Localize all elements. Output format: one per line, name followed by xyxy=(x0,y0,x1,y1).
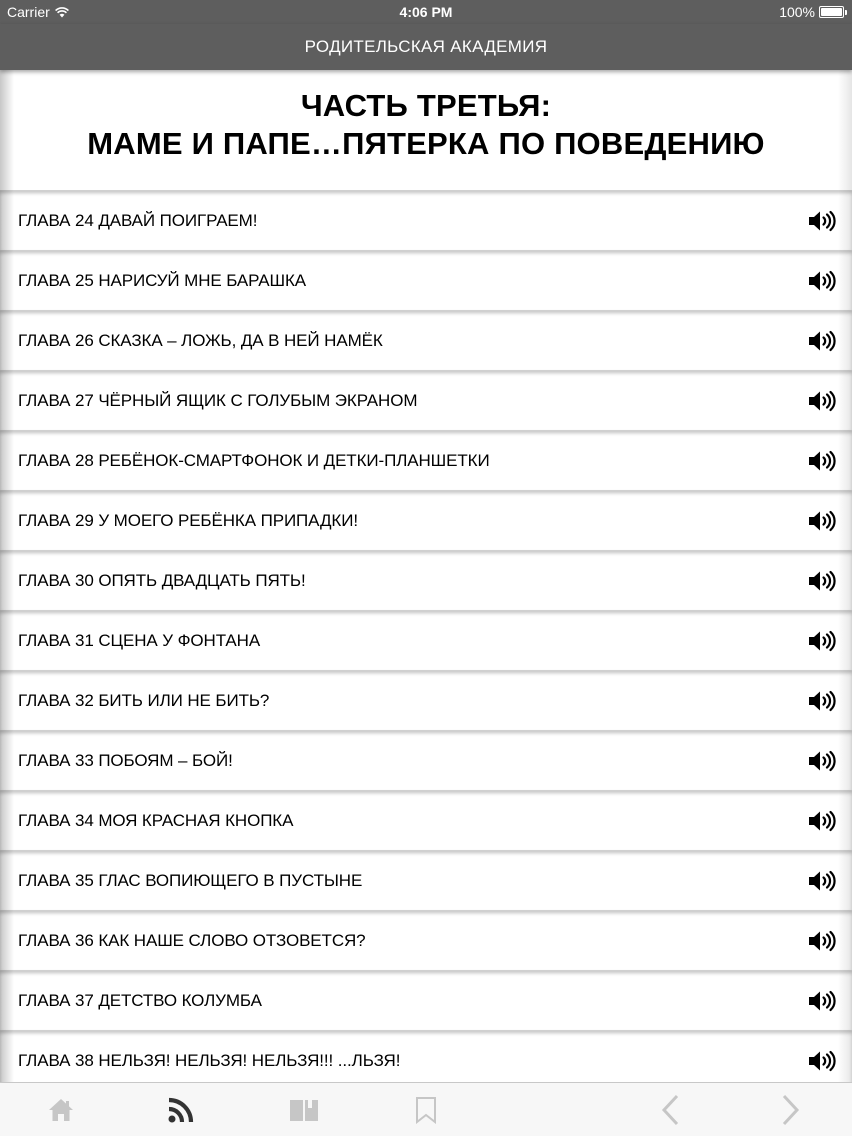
chapter-row[interactable] xyxy=(0,790,852,850)
chapter-list-view[interactable] xyxy=(0,70,852,1082)
speaker-icon[interactable] xyxy=(808,510,836,532)
tab-previous[interactable] xyxy=(655,1095,685,1125)
chapter-row[interactable] xyxy=(0,190,852,250)
chapter-label: ГЛАВА 28 РЕБЁНОК-СМАРТФОНОК И ДЕТКИ-ПЛАНШЕТКИ xyxy=(18,450,490,470)
chapter-label: ГЛАВА 29 У МОЕГО РЕБЁНКА ПРИПАДКИ! xyxy=(18,510,358,530)
chapter-label: ГЛАВА 30 ОПЯТЬ ДВАДЦАТЬ ПЯТЬ! xyxy=(18,570,306,590)
tab-next[interactable] xyxy=(776,1095,806,1125)
status-time: 4:06 PM xyxy=(399,4,453,20)
chapter-row[interactable] xyxy=(0,970,852,1030)
chapter-label: ГЛАВА 26 СКАЗКА – ЛОЖЬ, ДА В НЕЙ НАМЁК xyxy=(18,330,383,350)
speaker-icon[interactable] xyxy=(808,690,836,712)
chapter-label: ГЛАВА 25 НАРИСУЙ МНЕ БАРАШКА xyxy=(18,270,307,290)
tab-bar xyxy=(0,1082,852,1136)
section-title-line2: МАМЕ И ПАПЕ…ПЯТЕРКА ПО ПОВЕДЕНИЮ xyxy=(87,126,765,161)
speaker-icon[interactable] xyxy=(808,630,836,652)
rss-icon xyxy=(167,1096,195,1124)
chapter-row[interactable] xyxy=(0,370,852,430)
battery-icon xyxy=(819,6,844,18)
chapter-label: ГЛАВА 34 МОЯ КРАСНАЯ КНОПКА xyxy=(18,810,294,830)
chapter-label: ГЛАВА 38 НЕЛЬЗЯ! НЕЛЬЗЯ! НЕЛЬЗЯ!!! ...ЛЬЗЯ! xyxy=(18,1050,401,1070)
tab-library[interactable] xyxy=(289,1095,319,1125)
chapter-row[interactable] xyxy=(0,490,852,550)
speaker-icon[interactable] xyxy=(808,570,836,592)
chevron-left-icon xyxy=(660,1094,680,1126)
chapter-row[interactable] xyxy=(0,250,852,310)
speaker-icon[interactable] xyxy=(808,750,836,772)
chapter-label: ГЛАВА 35 ГЛАС ВОПИЮЩЕГО В ПУСТЫНЕ xyxy=(18,870,363,890)
speaker-icon[interactable] xyxy=(808,1050,836,1072)
chapter-list xyxy=(0,190,852,1082)
speaker-icon[interactable] xyxy=(808,390,836,412)
section-title-line1: ЧАСТЬ ТРЕТЬЯ: xyxy=(300,88,552,123)
speaker-icon[interactable] xyxy=(808,450,836,472)
chapter-label: ГЛАВА 33 ПОБОЯМ – БОЙ! xyxy=(18,750,233,770)
speaker-icon[interactable] xyxy=(808,330,836,352)
carrier-label: Carrier xyxy=(7,4,50,20)
speaker-icon[interactable] xyxy=(808,870,836,892)
speaker-icon[interactable] xyxy=(808,210,836,232)
chevron-right-icon xyxy=(781,1094,801,1126)
chapter-row[interactable] xyxy=(0,550,852,610)
chapter-label: ГЛАВА 36 КАК НАШЕ СЛОВО ОТЗОВЕТСЯ? xyxy=(18,930,366,950)
chapter-row[interactable] xyxy=(0,850,852,910)
chapter-row[interactable] xyxy=(0,310,852,370)
book-icon xyxy=(289,1097,319,1123)
chapter-label: ГЛАВА 27 ЧЁРНЫЙ ЯЩИК С ГОЛУБЫМ ЭКРАНОМ xyxy=(18,390,418,410)
speaker-icon[interactable] xyxy=(808,270,836,292)
speaker-icon[interactable] xyxy=(808,990,836,1012)
tab-home[interactable] xyxy=(46,1095,76,1125)
battery-percentage: 100% xyxy=(779,4,815,20)
speaker-icon[interactable] xyxy=(808,810,836,832)
nav-bar xyxy=(0,24,852,70)
chapter-row[interactable] xyxy=(0,610,852,670)
speaker-icon[interactable] xyxy=(808,930,836,952)
section-heading xyxy=(0,70,852,190)
chapter-row[interactable] xyxy=(0,670,852,730)
chapter-row[interactable] xyxy=(0,1030,852,1082)
tab-feed[interactable] xyxy=(166,1095,196,1125)
tab-bookmarks[interactable] xyxy=(411,1095,441,1125)
chapter-row[interactable] xyxy=(0,430,852,490)
chapter-label: ГЛАВА 37 ДЕТСТВО КОЛУМБА xyxy=(18,990,262,1010)
chapter-label: ГЛАВА 32 БИТЬ ИЛИ НЕ БИТЬ? xyxy=(18,690,270,710)
chapter-label: ГЛАВА 31 СЦЕНА У ФОНТАНА xyxy=(18,630,261,650)
home-icon xyxy=(47,1097,75,1123)
battery-indicator xyxy=(779,4,844,20)
nav-title: РОДИТЕЛЬСКАЯ АКАДЕМИЯ xyxy=(304,37,548,56)
chapter-row[interactable] xyxy=(0,730,852,790)
bookmark-icon xyxy=(414,1096,438,1124)
chapter-row[interactable] xyxy=(0,910,852,970)
chapter-label: ГЛАВА 24 ДАВАЙ ПОИГРАЕМ! xyxy=(18,210,258,230)
status-bar xyxy=(0,0,852,24)
